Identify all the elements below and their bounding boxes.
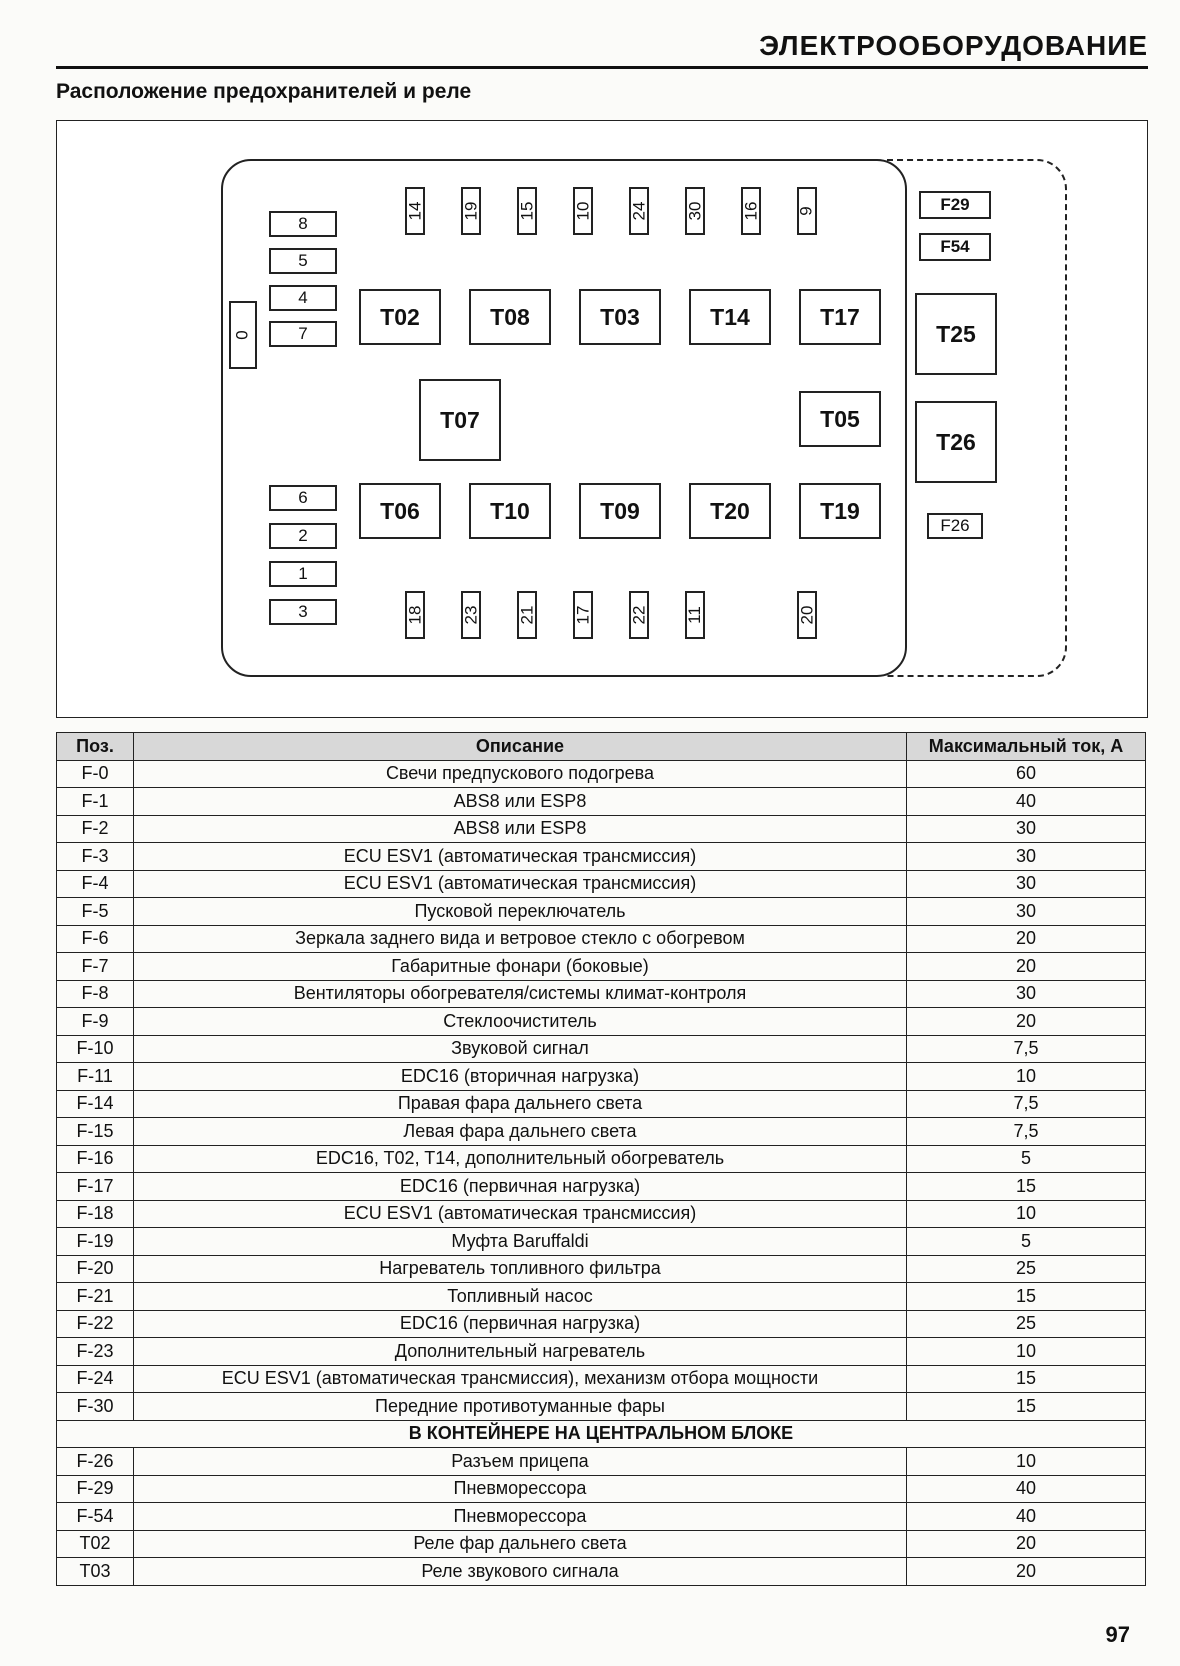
cell-position: F-9 (57, 1008, 134, 1036)
fuse: 1 (269, 561, 337, 587)
table-row (57, 760, 1146, 788)
cell-position: F-1 (57, 788, 134, 816)
table-row (57, 1530, 1146, 1558)
cell-position: F-5 (57, 898, 134, 926)
cell-description: EDC16 (вторичная нагрузка) (134, 1063, 907, 1091)
container-fuse: F26 (927, 513, 983, 539)
fuse: 14 (405, 187, 425, 235)
table-row (57, 925, 1146, 953)
cell-current: 7,5 (907, 1090, 1146, 1118)
fuse: 11 (685, 591, 705, 639)
cell-current: 30 (907, 843, 1146, 871)
cell-current: 30 (907, 870, 1146, 898)
cell-current: 15 (907, 1173, 1146, 1201)
cell-description: Стеклоочиститель (134, 1008, 907, 1036)
cell-description: Топливный насос (134, 1283, 907, 1311)
cell-position: F-54 (57, 1503, 134, 1531)
table-row (57, 1118, 1146, 1146)
fuse-table (56, 732, 1146, 1586)
fuse: 9 (797, 187, 817, 235)
cell-description: Свечи предпускового подогрева (134, 760, 907, 788)
table-row (57, 1503, 1146, 1531)
cell-current: 30 (907, 898, 1146, 926)
cell-position: F-11 (57, 1063, 134, 1091)
page-number: 97 (1105, 1622, 1130, 1647)
relay: T07 (419, 379, 501, 461)
cell-position: F-22 (57, 1310, 134, 1338)
cell-current: 40 (907, 788, 1146, 816)
fuse: 19 (461, 187, 481, 235)
cell-description: Зеркала заднего вида и ветровое стекло с обогревом (134, 925, 907, 953)
table-row (57, 1035, 1146, 1063)
cell-position: F-3 (57, 843, 134, 871)
cell-position: F-2 (57, 815, 134, 843)
column-header: Максимальный ток, А (907, 733, 1146, 761)
cell-description: Передние противотуманные фары (134, 1393, 907, 1421)
page-subtitle: Расположение предохранителей и реле (56, 80, 472, 103)
cell-description: Муфта Baruffaldi (134, 1228, 907, 1256)
table-row (57, 1200, 1146, 1228)
container-relay: T26 (915, 401, 997, 483)
fuse: 15 (517, 187, 537, 235)
cell-current: 10 (907, 1448, 1146, 1476)
cell-position: F-7 (57, 953, 134, 981)
cell-current: 10 (907, 1200, 1146, 1228)
table-row (57, 1228, 1146, 1256)
table-row (57, 1365, 1146, 1393)
cell-description: Реле фар дальнего света (134, 1530, 907, 1558)
cell-position: F-24 (57, 1365, 134, 1393)
cell-position: F-8 (57, 980, 134, 1008)
table-row (57, 980, 1146, 1008)
cell-current: 5 (907, 1228, 1146, 1256)
fuse-box-diagram (56, 120, 1148, 718)
fuse: 4 (269, 285, 337, 311)
cell-position: F-18 (57, 1200, 134, 1228)
fuse: 17 (573, 591, 593, 639)
cell-description: Реле звукового сигнала (134, 1558, 907, 1586)
relay: T09 (579, 483, 661, 539)
cell-position: F-6 (57, 925, 134, 953)
cell-current: 40 (907, 1475, 1146, 1503)
cell-description: Дополнительный нагреватель (134, 1338, 907, 1366)
table-row (57, 788, 1146, 816)
table-row (57, 1145, 1146, 1173)
fuse: 22 (629, 591, 649, 639)
table-row (57, 1255, 1146, 1283)
relay: T14 (689, 289, 771, 345)
cell-current: 20 (907, 925, 1146, 953)
cell-current: 40 (907, 1503, 1146, 1531)
cell-current: 7,5 (907, 1118, 1146, 1146)
table-row (57, 1310, 1146, 1338)
cell-current: 30 (907, 815, 1146, 843)
fuse: 8 (269, 211, 337, 237)
fuse: 30 (685, 187, 705, 235)
section-header: ЭЛЕКТРООБОРУДОВАНИЕ (759, 30, 1148, 61)
cell-description: ECU ESV1 (автоматическая трансмиссия) (134, 1200, 907, 1228)
container-relay: T25 (915, 293, 997, 375)
cell-position: T02 (57, 1530, 134, 1558)
relay: T06 (359, 483, 441, 539)
cell-position: F-14 (57, 1090, 134, 1118)
table-row (57, 1008, 1146, 1036)
cell-current: 5 (907, 1145, 1146, 1173)
cell-description: ABS8 или ESP8 (134, 788, 907, 816)
fuse: 20 (797, 591, 817, 639)
table-row (57, 1063, 1146, 1091)
cell-position: F-0 (57, 760, 134, 788)
relay: T20 (689, 483, 771, 539)
cell-position: F-17 (57, 1173, 134, 1201)
cell-current: 60 (907, 760, 1146, 788)
table-row (57, 843, 1146, 871)
table-row (57, 1090, 1146, 1118)
fuse-zero: 0 (229, 301, 257, 369)
fuse: 10 (573, 187, 593, 235)
cell-description: Разъем прицепа (134, 1448, 907, 1476)
table-row (57, 1283, 1146, 1311)
relay: T05 (799, 391, 881, 447)
cell-description: ECU ESV1 (автоматическая трансмиссия) (134, 843, 907, 871)
table-row (57, 1475, 1146, 1503)
cell-position: F-19 (57, 1228, 134, 1256)
container-fuse: F29 (919, 191, 991, 219)
cell-current: 20 (907, 1558, 1146, 1586)
column-header: Описание (134, 733, 907, 761)
table-row (57, 815, 1146, 843)
table-row (57, 898, 1146, 926)
cell-current: 20 (907, 1530, 1146, 1558)
cell-current: 7,5 (907, 1035, 1146, 1063)
relay: T03 (579, 289, 661, 345)
relay: T17 (799, 289, 881, 345)
cell-description: Вентиляторы обогревателя/системы климат-контроля (134, 980, 907, 1008)
cell-current: 10 (907, 1338, 1146, 1366)
fuse: 3 (269, 599, 337, 625)
cell-current: 30 (907, 980, 1146, 1008)
cell-current: 25 (907, 1310, 1146, 1338)
table-row (57, 1173, 1146, 1201)
cell-description: ABS8 или ESP8 (134, 815, 907, 843)
table-row (57, 870, 1146, 898)
cell-description: Пусковой переключатель (134, 898, 907, 926)
table-row (57, 1558, 1146, 1586)
cell-position: F-23 (57, 1338, 134, 1366)
cell-current: 10 (907, 1063, 1146, 1091)
cell-position: F-26 (57, 1448, 134, 1476)
cell-current: 25 (907, 1255, 1146, 1283)
fuse: 18 (405, 591, 425, 639)
fuse: 16 (741, 187, 761, 235)
fuse: 7 (269, 321, 337, 347)
relay: T10 (469, 483, 551, 539)
cell-description: ECU ESV1 (автоматическая трансмиссия) (134, 870, 907, 898)
cell-current: 15 (907, 1365, 1146, 1393)
cell-position: F-21 (57, 1283, 134, 1311)
cell-position: F-10 (57, 1035, 134, 1063)
cell-current: 20 (907, 953, 1146, 981)
cell-description: EDC16, T02, T14, дополнительный обогреватель (134, 1145, 907, 1173)
cell-position: F-30 (57, 1393, 134, 1421)
cell-position: F-4 (57, 870, 134, 898)
relay: T19 (799, 483, 881, 539)
cell-current: 20 (907, 1008, 1146, 1036)
fuse: 5 (269, 248, 337, 274)
cell-description: Правая фара дальнего света (134, 1090, 907, 1118)
cell-description: Нагреватель топливного фильтра (134, 1255, 907, 1283)
cell-position: F-16 (57, 1145, 134, 1173)
section-title: В КОНТЕЙНЕРЕ НА ЦЕНТРАЛЬНОМ БЛОКЕ (57, 1420, 1146, 1448)
table-row (57, 1338, 1146, 1366)
cell-position: F-29 (57, 1475, 134, 1503)
cell-description: EDC16 (первичная нагрузка) (134, 1173, 907, 1201)
header-rule (56, 66, 1148, 69)
cell-description: Пневморессора (134, 1503, 907, 1531)
fuse: 2 (269, 523, 337, 549)
cell-current: 15 (907, 1393, 1146, 1421)
column-header: Поз. (57, 733, 134, 761)
table-row (57, 953, 1146, 981)
cell-description: Пневморессора (134, 1475, 907, 1503)
fuse: 24 (629, 187, 649, 235)
cell-description: Габаритные фонари (боковые) (134, 953, 907, 981)
fuse: 21 (517, 591, 537, 639)
cell-position: F-20 (57, 1255, 134, 1283)
cell-description: Звуковой сигнал (134, 1035, 907, 1063)
cell-current: 15 (907, 1283, 1146, 1311)
relay: T02 (359, 289, 441, 345)
cell-position: T03 (57, 1558, 134, 1586)
cell-description: Левая фара дальнего света (134, 1118, 907, 1146)
table-row (57, 1393, 1146, 1421)
fuse: 6 (269, 485, 337, 511)
cell-position: F-15 (57, 1118, 134, 1146)
table-row (57, 1448, 1146, 1476)
fuse: 23 (461, 591, 481, 639)
cell-description: ECU ESV1 (автоматическая трансмиссия), механизм отбора мощности (134, 1365, 907, 1393)
relay: T08 (469, 289, 551, 345)
container-fuse: F54 (919, 233, 991, 261)
cell-description: EDC16 (первичная нагрузка) (134, 1310, 907, 1338)
